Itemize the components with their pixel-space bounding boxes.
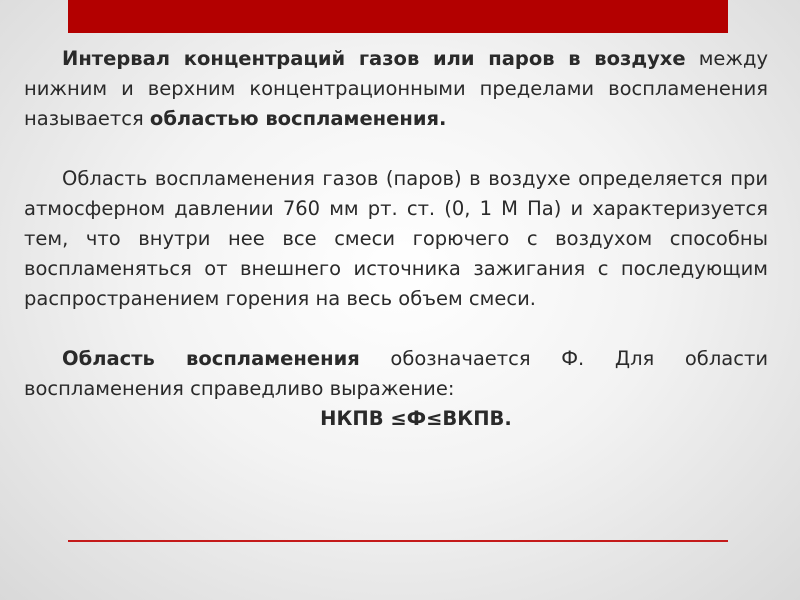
paragraph-notation — [24, 344, 768, 404]
notation-term: Область воспламенения — [62, 347, 360, 370]
paragraph-definition — [24, 44, 768, 134]
spacer — [24, 134, 768, 164]
definition-term: Интервал концентраций газов или паров в воздухе — [62, 47, 686, 70]
definition-conclusion: областью воспламенения. — [149, 107, 447, 130]
paragraph-description — [24, 164, 768, 314]
top-accent-bar — [68, 0, 728, 33]
bottom-divider — [68, 540, 728, 542]
notation-text: обозначается Ф. Для области воспламенения справедливо выражение: — [24, 347, 769, 400]
formula: НКПВ ≤Ф≤ВКПВ. — [320, 407, 512, 430]
definition-text: между нижним и верхним концентрационными пределами воспламенения называется — [24, 47, 768, 130]
slide-content — [24, 44, 768, 434]
spacer — [24, 314, 768, 344]
description-text: Область воспламенения газов (паров) в воздухе определяется при атмосферном давлении 760 мм рт. ст. (0, 1 М Па) и характеризуется тем, что внутри нее все смеси горючего с воздухом способны воспламеняться от внешнего источника зажигания с последующим распространением горения на весь объем смеси. — [24, 167, 768, 310]
